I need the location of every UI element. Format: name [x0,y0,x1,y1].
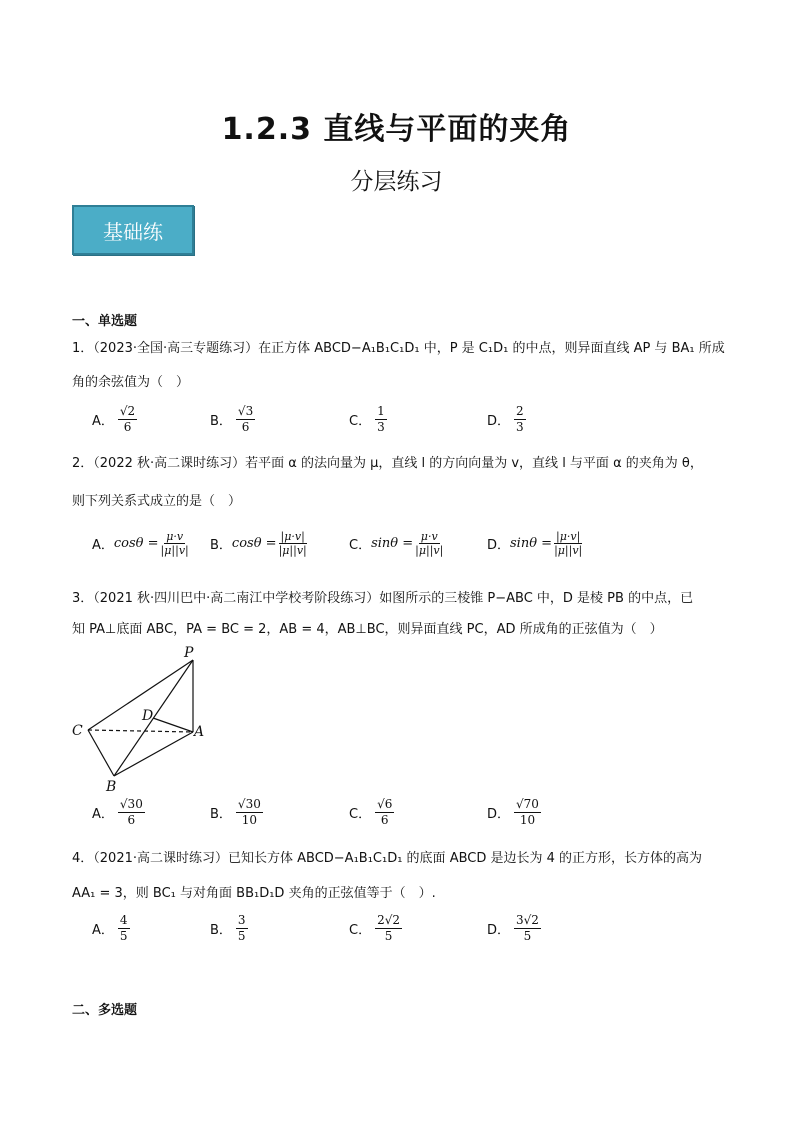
q2-option-a[interactable] [92,530,191,557]
question-1-line-1: 1．（2023·全国·高三专题练习）在正方体 ABCD−A₁B₁C₁D₁ 中，P 是 C₁D₁ 的中点，则异面直线 AP 与 BA₁ 所成 [72,341,725,356]
option-label: C． [349,414,372,429]
equation-lhs: sinθ = [371,536,414,551]
q4-option-b[interactable] [210,913,248,944]
denominator: |μ||v| [160,544,189,557]
denominator: 5 [119,929,128,943]
numerator: 3 [237,913,246,927]
fraction [413,530,445,557]
option-label: D． [487,807,511,822]
denominator: |μ||v| [415,544,444,557]
q3-option-c[interactable] [349,797,394,828]
level-badge: 基础练 [72,205,194,255]
fraction [236,404,255,435]
fraction [277,530,309,557]
fraction [375,797,394,828]
pyramid-figure [66,640,226,800]
question-1-line-2: 角的余弦值为（ ） [72,375,190,390]
option-label: D． [487,538,511,553]
fraction [159,530,191,557]
numerator: 2 [516,404,524,418]
denominator: 3 [377,420,385,434]
q3-option-a[interactable] [92,797,145,828]
page-subtitle: 分层练习 [350,169,443,195]
denominator: 6 [241,420,250,434]
fraction [375,913,402,944]
q1-option-a[interactable] [92,404,137,435]
q1-option-d[interactable] [487,404,526,435]
question-1-options [92,404,732,444]
denominator: 5 [237,929,246,943]
q4-option-a[interactable] [92,913,130,944]
label-b: B [106,779,117,795]
fraction [514,913,541,944]
q4-option-d[interactable] [487,913,541,944]
q3-option-b[interactable] [210,797,263,828]
label-c: C [72,723,83,739]
edge-ba [114,732,193,776]
numerator: |μ·v| [556,530,581,543]
section-heading-single: 一、单选题 [72,314,138,329]
edge-ca-hidden [88,730,193,732]
numerator: √70 [516,797,539,811]
fraction [375,404,387,435]
option-label: B． [210,807,232,822]
option-label: A． [92,538,114,553]
q3-option-d[interactable] [487,797,541,828]
question-2-options [92,530,732,570]
option-label: C． [349,807,372,822]
denominator: |μ||v| [278,544,307,557]
fraction [236,797,263,828]
numerator: 1 [377,404,385,418]
denominator: |μ||v| [554,544,583,557]
question-4-line-2: AA₁ = 3，则 BC₁ 与对角面 BB₁D₁D 夹角的正弦值等于（ ）. [72,886,436,901]
question-4-options [92,913,732,953]
numerator: √6 [377,797,393,811]
section-heading-multi: 二、多选题 [72,1003,138,1018]
numerator: 3√2 [516,913,539,927]
equation-lhs: cosθ = [231,536,277,551]
numerator: μ·v [166,530,184,543]
q4-option-c[interactable] [349,913,402,944]
denominator: 5 [384,929,393,943]
question-3-line-2: 知 PA⊥底面 ABC，PA = BC = 2，AB = 4，AB⊥BC，则异面直线 PC，AD 所成角的正弦值为（ ） [72,622,663,637]
option-label: D． [487,414,511,429]
denominator: 10 [519,813,536,827]
fraction [118,913,130,944]
option-label: B． [210,414,232,429]
option-label: C． [349,923,372,938]
label-a: A [194,724,205,740]
numerator: 2√2 [377,913,400,927]
edge-pc [88,660,193,730]
option-label: B． [210,538,232,553]
edge-cb [88,730,114,776]
q2-option-c[interactable] [349,530,445,557]
denominator: 3 [516,420,524,434]
question-2-line-2: 则下列关系式成立的是（ ） [72,494,242,509]
label-p: P [184,645,194,661]
denominator: 5 [523,929,532,943]
question-3-options [92,797,732,837]
numerator: √30 [237,797,261,811]
question-3-line-1: 3．（2021 秋·四川巴中·高二南江中学校考阶段练习）如图所示的三棱锥 P−ABC 中，D 是棱 PB 的中点，已 [72,591,694,606]
option-label: A． [92,923,114,938]
q2-option-b[interactable] [210,530,309,557]
option-label: D． [487,923,511,938]
option-label: A． [92,414,114,429]
segment-ad [153,718,193,732]
option-label: A． [92,807,114,822]
equation-lhs: sinθ = [510,536,553,551]
numerator: |μ·v| [280,530,305,543]
fraction [118,797,145,828]
numerator: √2 [119,404,136,418]
equation-lhs: cosθ = [113,536,159,551]
denominator: 10 [241,813,258,827]
q1-option-b[interactable] [210,404,255,435]
question-4-line-1: 4．（2021·高二课时练习）已知长方体 ABCD−A₁B₁C₁D₁ 的底面 ABCD 是边长为 4 的正方形，长方体的高为 [72,851,703,866]
fraction [514,797,541,828]
option-label: C． [349,538,372,553]
question-2-line-1: 2．（2022 秋·高二课时练习）若平面 α 的法向量为 μ，直线 l 的方向向量为 v，直线 l 与平面 α 的夹角为 θ， [72,456,703,471]
fraction [118,404,137,435]
fraction [514,404,526,435]
q2-option-d[interactable] [487,530,584,557]
numerator: μ·v [420,530,438,543]
numerator: 4 [119,913,128,927]
denominator: 6 [380,813,389,827]
denominator: 6 [123,420,132,434]
fraction [236,913,248,944]
numerator: √30 [119,797,143,811]
option-label: B． [210,923,232,938]
q1-option-c[interactable] [349,404,387,435]
denominator: 6 [127,813,136,827]
page-title: 1.2.3 直线与平面的夹角 [221,112,572,147]
label-d: D [142,708,154,724]
fraction [552,530,584,557]
numerator: √3 [237,404,254,418]
